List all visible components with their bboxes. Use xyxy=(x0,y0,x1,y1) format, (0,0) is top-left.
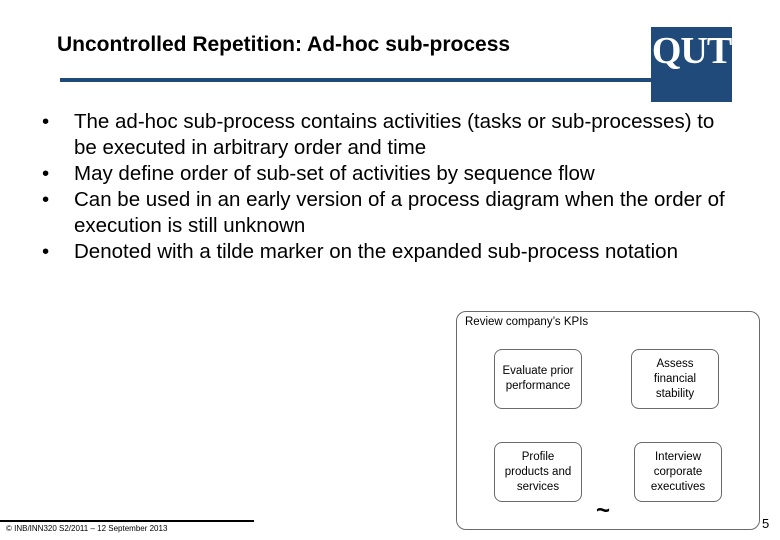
logo-text: QUT xyxy=(651,30,732,72)
task-interview-corporate-executives xyxy=(634,442,722,502)
slide-title: Uncontrolled Repetition: Ad-hoc sub-process xyxy=(57,33,511,56)
adhoc-tilde-marker-icon: ~ xyxy=(596,497,611,524)
bullet-dot-icon: • xyxy=(42,240,50,263)
task-label-line: Profile xyxy=(521,450,555,463)
adhoc-subprocess xyxy=(456,311,760,530)
bullet-dot-icon: • xyxy=(42,110,50,133)
task-label-line: performance xyxy=(505,380,571,392)
footer-text: © INB/INN320 S2/2011 – 12 September 2013 xyxy=(6,524,168,533)
bullet-item xyxy=(32,239,732,265)
task-label-line: corporate xyxy=(653,465,703,478)
task-label-line: services xyxy=(516,480,560,493)
bullet-text: Can be used in an early version of a process diagram when the order of execution is still unknown xyxy=(74,188,725,237)
bullet-text: May define order of sub-set of activities by sequence flow xyxy=(74,162,595,185)
task-evaluate-prior-performance xyxy=(494,349,582,409)
bullet-dot-icon: • xyxy=(42,188,50,211)
task-profile-products-and-services xyxy=(494,442,582,502)
task-label-line: products and xyxy=(504,465,572,478)
footer-rule xyxy=(0,520,254,522)
task-label-line: Assess xyxy=(656,357,694,370)
task-label-line: financial xyxy=(653,372,697,385)
task-label-line: executives xyxy=(650,480,706,493)
task-label-line: Interview xyxy=(654,450,702,463)
task-label-line: Evaluate prior xyxy=(502,365,574,377)
bullet-list xyxy=(32,109,732,265)
bullet-text: The ad-hoc sub-process contains activities (tasks or sub-processes) to be executed in arbitrary order and time xyxy=(74,110,715,159)
qut-logo xyxy=(651,27,732,102)
bullet-item xyxy=(32,187,732,239)
title-underline xyxy=(60,78,652,82)
subprocess-title: Review company’s KPIs xyxy=(465,316,589,328)
page-number: 5 xyxy=(762,516,770,531)
bullet-item xyxy=(32,161,732,187)
bullet-item xyxy=(32,109,732,161)
bullet-text: Denoted with a tilde marker on the expanded sub-process notation xyxy=(74,240,678,263)
task-label-line: stability xyxy=(655,387,695,400)
bullet-dot-icon: • xyxy=(42,162,50,185)
task-assess-financial-stability xyxy=(631,349,719,409)
